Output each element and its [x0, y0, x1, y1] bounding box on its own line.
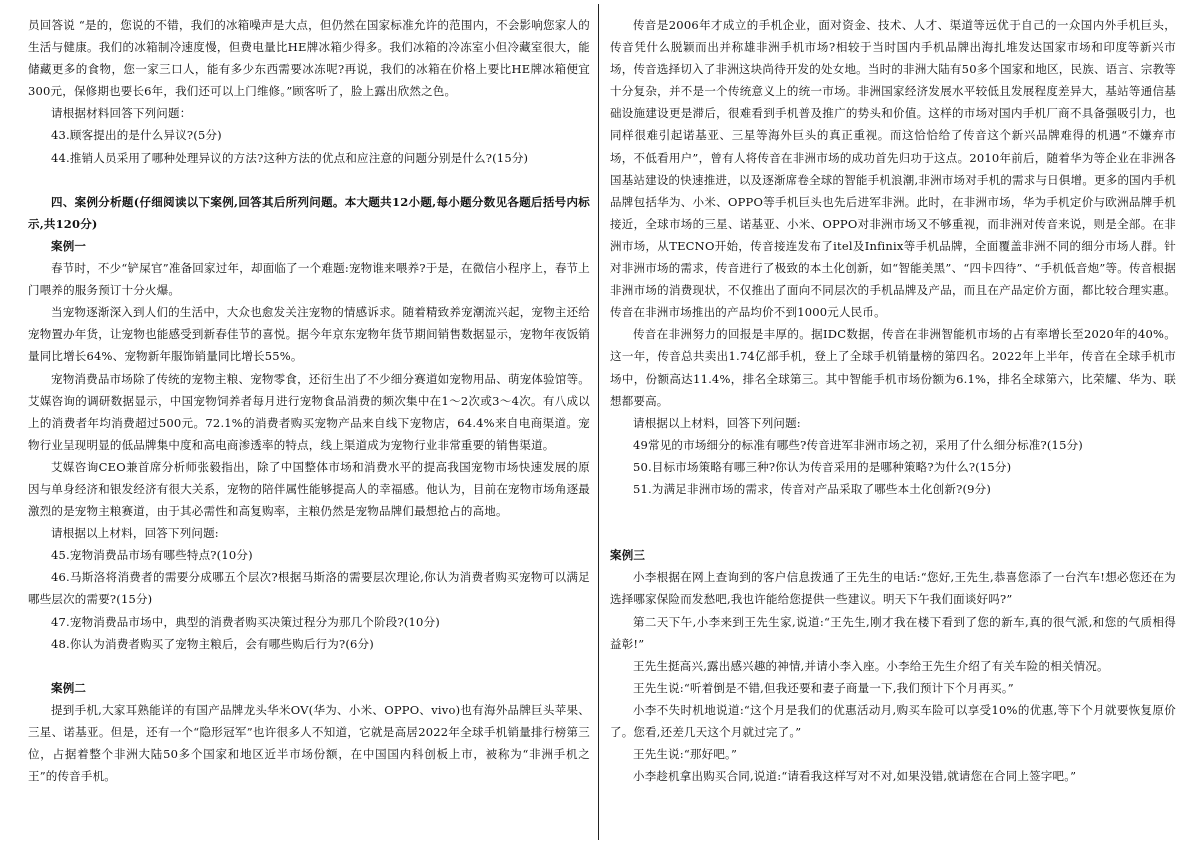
- left-paragraph: [28, 655, 590, 677]
- left-paragraph: 47.宠物消费品市场中，典型的消费者购买决策过程分为那几个阶段?(10分): [51, 614, 440, 629]
- left-paragraph: [28, 169, 590, 191]
- left-paragraph: 43.顾客提出的是什么异议?(5分): [51, 128, 222, 143]
- right-paragraph: [610, 522, 1176, 544]
- left-paragraph: 请根据材料回答下列问题：: [51, 106, 192, 121]
- right-column: [610, 14, 1176, 787]
- left-paragraph: 宠物消费品市场除了传统的宠物主粮、宠物零食，还衍生出了不少细分赛道如宠物用品、萌宠体验馆等。艾媒咨询的调研数据显示，中国宠物饲养者每月进行宠物食品消费的频次集中在1～2次或3～4次。有八成以上的消费者年均消费超过500元。72.1%的消费者购买宠物产品来自线下宠物店，64.4%来自电商渠道。宠物行业呈现明显的低品牌集中度和高电商渗透率的特点，线上渠道成为宠物行业非常重要的销售渠道。: [28, 371, 590, 452]
- right-paragraph: 王先生说:“听着倒是不错,但我还要和妻子商量一下,我们预计下个月再买。”: [633, 680, 1014, 695]
- right-paragraph: 小李根据在网上查询到的客户信息拨通了王先生的电话:“您好,王先生,恭喜您添了一台汽车!想必您还在为选择哪家保险而发愁吧,我也许能给您提供一些建议。明天下午我们面谈好吗?”: [610, 570, 1176, 607]
- column-divider: [598, 4, 599, 840]
- right-paragraph: [610, 500, 1176, 522]
- right-paragraph: 传音在非洲努力的回报是丰厚的。据IDC数据，传音在非洲智能机市场的占有率增长至2020年的40%。这一年，传音总共卖出1.74亿部手机，登上了全球手机销量榜的第四名。2022年上半年，传音在全球手机市场中，份额高达11.4%，排名全球第三。其中智能手机市场份额为6.1%，排名全球第六，比荣耀、华为、联想都要高。: [610, 327, 1176, 408]
- right-paragraph: 49常见的市场细分的标准有哪些?传音进军非洲市场之初，采用了什么细分标准?(15分): [633, 437, 1083, 452]
- left-paragraph: 春节时，不少“铲屎官”准备回家过年，却面临了一个难题:宠物谁来喂养?于是，在微信小程序上，春节上门喂养的服务预订十分火爆。: [28, 261, 590, 298]
- right-paragraph: 小李不失时机地说道:“这个月是我们的优惠活动月,购买车险可以享受10%的优惠,等下个月就要恢复原价了。您看,还差几天这个月就过完了。”: [610, 702, 1176, 739]
- right-paragraph: 王先生说:“那好吧。”: [633, 747, 738, 762]
- right-paragraph: 案例三: [610, 548, 646, 563]
- left-paragraph: 请根据以上材料，回答下列问题:: [51, 526, 219, 541]
- left-paragraph: 48.你认为消费者购买了宠物主粮后，会有哪些购后行为?(6分): [51, 636, 374, 651]
- right-paragraph: 第二天下午,小李来到王先生家,说道:“王先生,刚才我在楼下看到了您的新车,真的很气派,和您的气质相得益彰!”: [610, 614, 1176, 651]
- left-column: [28, 14, 590, 787]
- left-paragraph: 案例一: [51, 238, 87, 253]
- left-paragraph: 艾媒咨询CEO兼首席分析师张毅指出，除了中国整体市场和消费水平的提高我国宠物市场快速发展的原因与单身经济和银发经济有很大关系，宠物的陪伴属性能够提高人的幸福感。他认为，目前在宠物市场角逐最激烈的是宠物主粮赛道，由于其必需性和高复购率，主粮仍然是宠物品牌们最想抢占的高地。: [28, 459, 590, 519]
- right-paragraph: 请根据以上材料，回答下列问题:: [633, 415, 801, 430]
- left-paragraph: 45.宠物消费品市场有哪些特点?(10分): [51, 548, 253, 563]
- right-paragraph: 51.为满足非洲市场的需求，传音对产品采取了哪些本土化创新?(9分): [633, 481, 992, 496]
- right-paragraph: 王先生挺高兴,露出感兴趣的神情,并请小李入座。小李给王先生介绍了有关车险的相关情况。: [633, 658, 1109, 673]
- left-paragraph: 提到手机,大家耳熟能详的有国产品牌龙头华米OV(华为、小米、OPPO、vivo)也有海外品牌巨头苹果、三星、诺基亚。但是，还有一个“隐形冠军”也许很多人不知道，它就是高居2022年全球手机销量排行榜第三位，占据着整个非洲大陆50多个国家和地区近半市场份额，在中国国内科创板上市，被称为“非洲手机之王”的传音手机。: [28, 702, 590, 784]
- right-paragraph: 50.目标市场策略有哪三种?你认为传音采用的是哪种策略?为什么?(15分): [633, 459, 1012, 474]
- right-paragraph: 传音是2006年才成立的手机企业，面对资金、技术、人才、渠道等远优于自己的一众国内外手机巨头，传音凭什么脱颖而出并称雄非洲手机市场?相较于当时国内手机品牌出海扎堆发达国家市场和印度等新兴市场，传音选择切入了非洲这块尚待开发的处女地。当时的非洲大陆有50多个国家和地区，民族、语言、宗教等十分复杂，并不是一个传统意义上的统一市场。非洲国家经济发展水平较低且发展程度差异大，基站等通信基础设施建设更是滞后，很难看到手机普及推广的势头和价值。这样的市场对国内手机厂商不具备强吸引力，也同样很难引起诺基亚、三星等海外巨头的真正重视。而这恰恰给了传音这个新兴品牌难得的机遇“不嫌弃市场，不低看用户”，曾有人将传音在非洲市场的成功首先归功于这点。2010年前后，随着华为等企业在非洲各国基站建设的快速推进，以及逐渐席卷全球的智能手机浪潮,非洲市场对手机的需求与日俱增。更多的国内手机品牌包括华为、小米、OPPO等手机巨头也先后进军非洲。此时，在非洲市场，华为手机定价与欧洲品牌手机接近，全球市场的三星、诺基亚、小米、OPPO对非洲市场又不够重视，而非洲对传音来说，则是全部。在非洲市场，从TECNO开始，传音接连发布了itel及Infinix等手机品牌，全面覆盖非洲不同的细分市场人群。针对非洲市场的需求，传音进行了极致的本土化创新，如“智能美黑”、“四卡四待”、“手机低音炮”等。传音根据非洲市场的消费现状，不仅推出了面向不同层次的手机品牌及产品，而且在产品定价方面，都比较合理实惠。传音在非洲市场推出的产品均价不到1000元人民币。: [610, 18, 1176, 320]
- right-paragraph: 小李趁机拿出购买合同,说道:“请看我这样写对不对,如果没错,就请您在合同上签字吧。”: [633, 769, 1077, 784]
- left-paragraph: 四、案例分析题(仔细阅读以下案例,回答其后所列问题。本大题共12小题,每小题分数见各题后括号内标示,共120分): [28, 194, 590, 231]
- left-paragraph: 员回答说 “是的，您说的不错，我们的冰箱噪声是大点，但仍然在国家标准允许的范围内，不会影响您家人的生活与健康。我们的冰箱制冷速度慢，但费电量比HE牌冰箱少得多。我们冰箱的冷冻室小但冷藏室很大，能储藏更多的食物，您一家三口人，能有多少东西需要冰冻呢?再说，我们的冰箱在价格上要比HE牌冰箱便宜300元，保修期也要长6年，我们还可以上门维修。”顾客听了，脸上露出欣然之色。: [28, 18, 590, 99]
- left-paragraph: 44.推销人员采用了哪种处理异议的方法?这种方法的优点和应注意的问题分别是什么?(15分): [51, 150, 529, 165]
- left-paragraph: 当宠物逐渐深入到人们的生活中，大众也愈发关注宠物的情感诉求。随着精致养宠潮流兴起，宠物主还给宠物置办年货，让宠物也能感受到新春佳节的喜悦。据今年京东宠物年货节期间销售数据显示，宠物年夜饭销量同比增长64%、宠物新年服饰销量同比增长55%。: [28, 305, 590, 364]
- left-paragraph: 46.马斯洛将消费者的需要分成哪五个层次?根据马斯洛的需要层次理论,你认为消费者购买宠物可以满足哪些层次的需要?(15分): [28, 570, 590, 607]
- left-paragraph: 案例二: [51, 680, 87, 695]
